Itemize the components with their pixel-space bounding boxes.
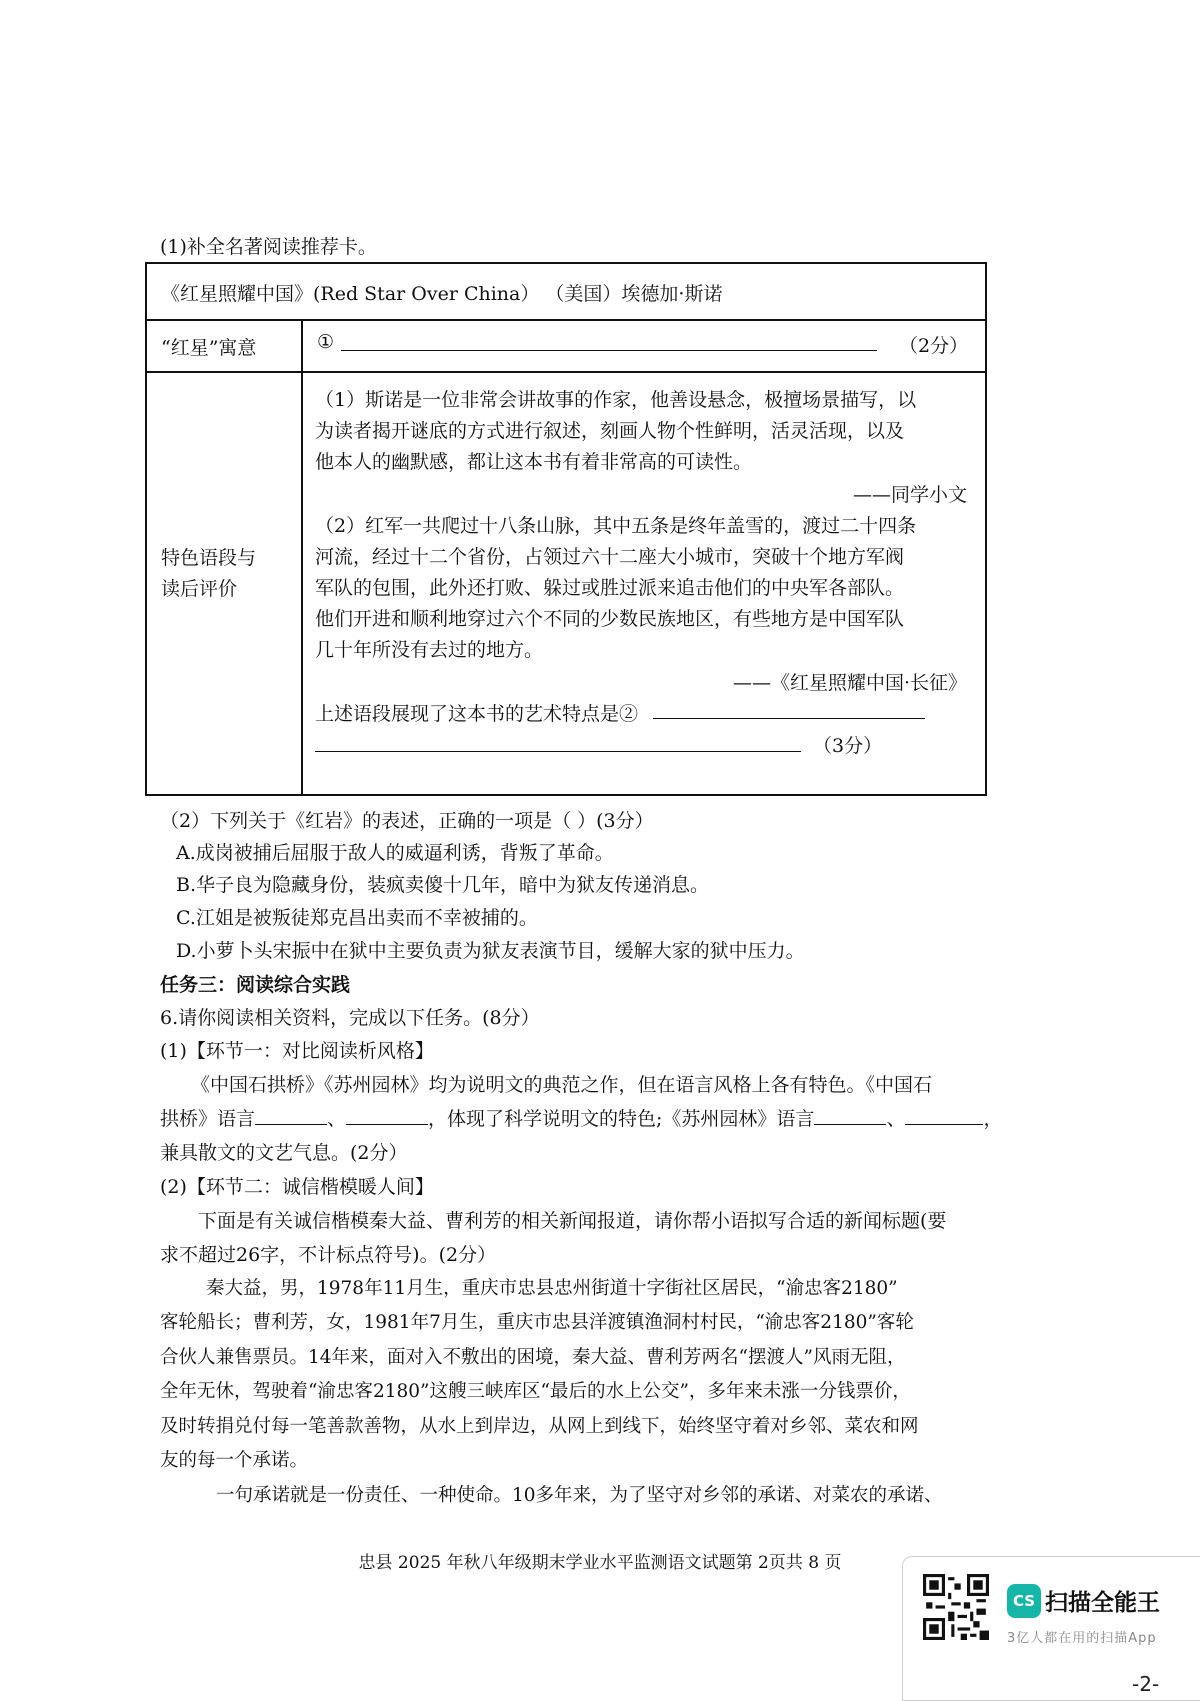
excerpt1-line: （1）斯诺是一位非常会讲故事的作家，他善设悬念，极擅场景描写，以 [315, 389, 917, 411]
blank-1-line[interactable] [341, 350, 877, 351]
style-blank-4[interactable] [905, 1104, 983, 1125]
excerpt2-line: 他们开进和顺利地穿过六个不同的少数民族地区，有些地方是中国军队 [315, 608, 905, 630]
excerpt2-line: 河流，经过十二个省份，占领过六十二座大小城市，突破十个地方军阀 [315, 546, 905, 568]
blank-2-score: （3分） [813, 735, 883, 757]
q6-part1-sep1: 、 [327, 1108, 347, 1130]
card-feature-row [147, 371, 985, 794]
excerpt2-source: ——《红星照耀中国·长征》 [732, 672, 967, 694]
blank-2-line-a[interactable] [653, 718, 925, 719]
excerpt1-line: 为读者揭开谜底的方式进行叙述，刻画人物个性鲜明，活灵活现，以及 [315, 420, 905, 442]
blank-1-marker: ① [317, 331, 335, 353]
excerpt1-source: ——同学小文 [852, 484, 967, 506]
style-blank-2[interactable] [346, 1104, 428, 1125]
q5-2-option-d[interactable]: D.小萝卜头宋振中在狱中主要负责为狱友表演节目，缓解大家的狱中压力。 [176, 940, 805, 962]
news-line: 秦大益，男，1978年11月生，重庆市忠县忠州街道十字街社区居民，“渝忠客2180” [206, 1278, 898, 1299]
task3-heading: 任务三：阅读综合实践 [160, 974, 351, 996]
qr-code-icon [923, 1574, 989, 1640]
blank-2-line-b[interactable] [315, 751, 801, 752]
q6-part1-title: (1)【环节一：对比阅读析风格】 [160, 1040, 434, 1062]
q5-2-option-a[interactable]: A.成岗被捕后屈服于敌人的威逼利诱，背叛了革命。 [176, 842, 614, 864]
red-star-meaning-label: “红星”寓意 [161, 337, 257, 359]
style-blank-3[interactable] [814, 1104, 886, 1125]
q5-2-option-b[interactable]: B.华子良为隐藏身份，装疯卖傻十几年，暗中为狱友传递消息。 [176, 874, 710, 896]
q6-part1-line2-b: ，体现了科学说明文的特色;《苏州园林》语言 [428, 1108, 815, 1130]
q6-part1-line2-a: 拱桥》语言 [160, 1108, 256, 1130]
q5-2-option-c[interactable]: C.江姐是被叛徒郑克昌出卖而不幸被捕的。 [176, 907, 538, 929]
news-line: 友的每一个承诺。 [160, 1450, 309, 1471]
q6-stem: 6.请你阅读相关资料，完成以下任务。(8分） [160, 1007, 540, 1029]
card-book-info: 《红星照耀中国》(Red Star Over China） （美国）埃德加·斯诺 [161, 283, 723, 305]
recommendation-card-table [145, 262, 987, 796]
card-header-row [147, 264, 985, 321]
q6-part1-line1: 《中国石拱桥》《苏州园林》均为说明文的典范之作，但在语言风格上各有特色。《中国石 [191, 1074, 933, 1096]
style-blank-1[interactable] [255, 1104, 327, 1125]
feature-label-line2: 读后评价 [161, 578, 238, 600]
news-line: 全年无休，驾驶着“渝忠客2180”这艘三峡库区“最后的水上公交”，多年来未涨一分钱票价， [160, 1381, 911, 1402]
news-line: 合伙人兼售票员。14年来，面对入不敷出的困境，秦大益、曹利芳两名“摆渡人”风雨无阻， [160, 1347, 906, 1368]
excerpt1-line: 他本人的幽默感，都让这本书有着非常高的可读性。 [315, 451, 753, 473]
excerpt2-line: 几十年所没有去过的地方。 [315, 639, 544, 661]
q6-part1-line2 [160, 1104, 1002, 1131]
q6-part2-line2: 求不超过26字，不计标点符号)。(2分） [160, 1244, 497, 1266]
q6-part2-title: (2)【环节二：诚信楷模暖人间】 [160, 1176, 434, 1198]
news-line: 一句承诺就是一份责任、一种使命。10多年来，为了坚守对乡邻的承诺、对菜农的承诺、 [216, 1485, 943, 1506]
art-feature-prompt: 上述语段展现了这本书的艺术特点是② [315, 703, 639, 725]
excerpt2-line: （2）红军一共爬过十八条山脉，其中五条是终年盖雪的，渡过二十四条 [315, 515, 917, 537]
camscanner-logo-icon: CS [1007, 1584, 1041, 1618]
news-line: 客轮船长；曹利芳，女，1981年7月生，重庆市忠县洋渡镇渔洞村村民，“渝忠客2180”客轮 [160, 1312, 914, 1333]
watermark-app-name: 扫描全能王 [1045, 1590, 1160, 1616]
q6-part1-sep2: 、 [886, 1108, 906, 1130]
q5-1-title: (1)补全名著阅读推荐卡。 [160, 236, 377, 258]
q6-part1-comma: ， [983, 1108, 1003, 1130]
page-marker: -2- [1132, 1672, 1160, 1696]
excerpt2-line: 军队的包围，此外还打败、躲过或胜过派来追击他们的中央军各部队。 [315, 577, 905, 599]
q6-part1-line3: 兼具散文的文艺气息。(2分） [160, 1142, 408, 1164]
page-footer: 忠县 2025 年秋八年级期末学业水平监测语文试题第 2页共 8 页 [358, 1553, 842, 1573]
watermark-slogan: 3亿人都在用的扫描App [1007, 1631, 1157, 1646]
blank-1-score: （2分） [899, 335, 969, 357]
feature-label-line1: 特色语段与 [161, 547, 257, 569]
q5-2-stem: （2）下列关于《红岩》的表述，正确的一项是（ ）(3分） [160, 810, 654, 832]
q6-part2-line1: 下面是有关诚信楷模秦大益、曹利芳的相关新闻报道，请你帮小语拟写合适的新闻标题(要 [198, 1210, 947, 1232]
card-meaning-row [147, 319, 985, 373]
news-line: 及时转捐兑付每一笔善款善物，从水上到岸边，从网上到线下，始终坚守着对乡邻、菜农和网 [160, 1416, 919, 1437]
